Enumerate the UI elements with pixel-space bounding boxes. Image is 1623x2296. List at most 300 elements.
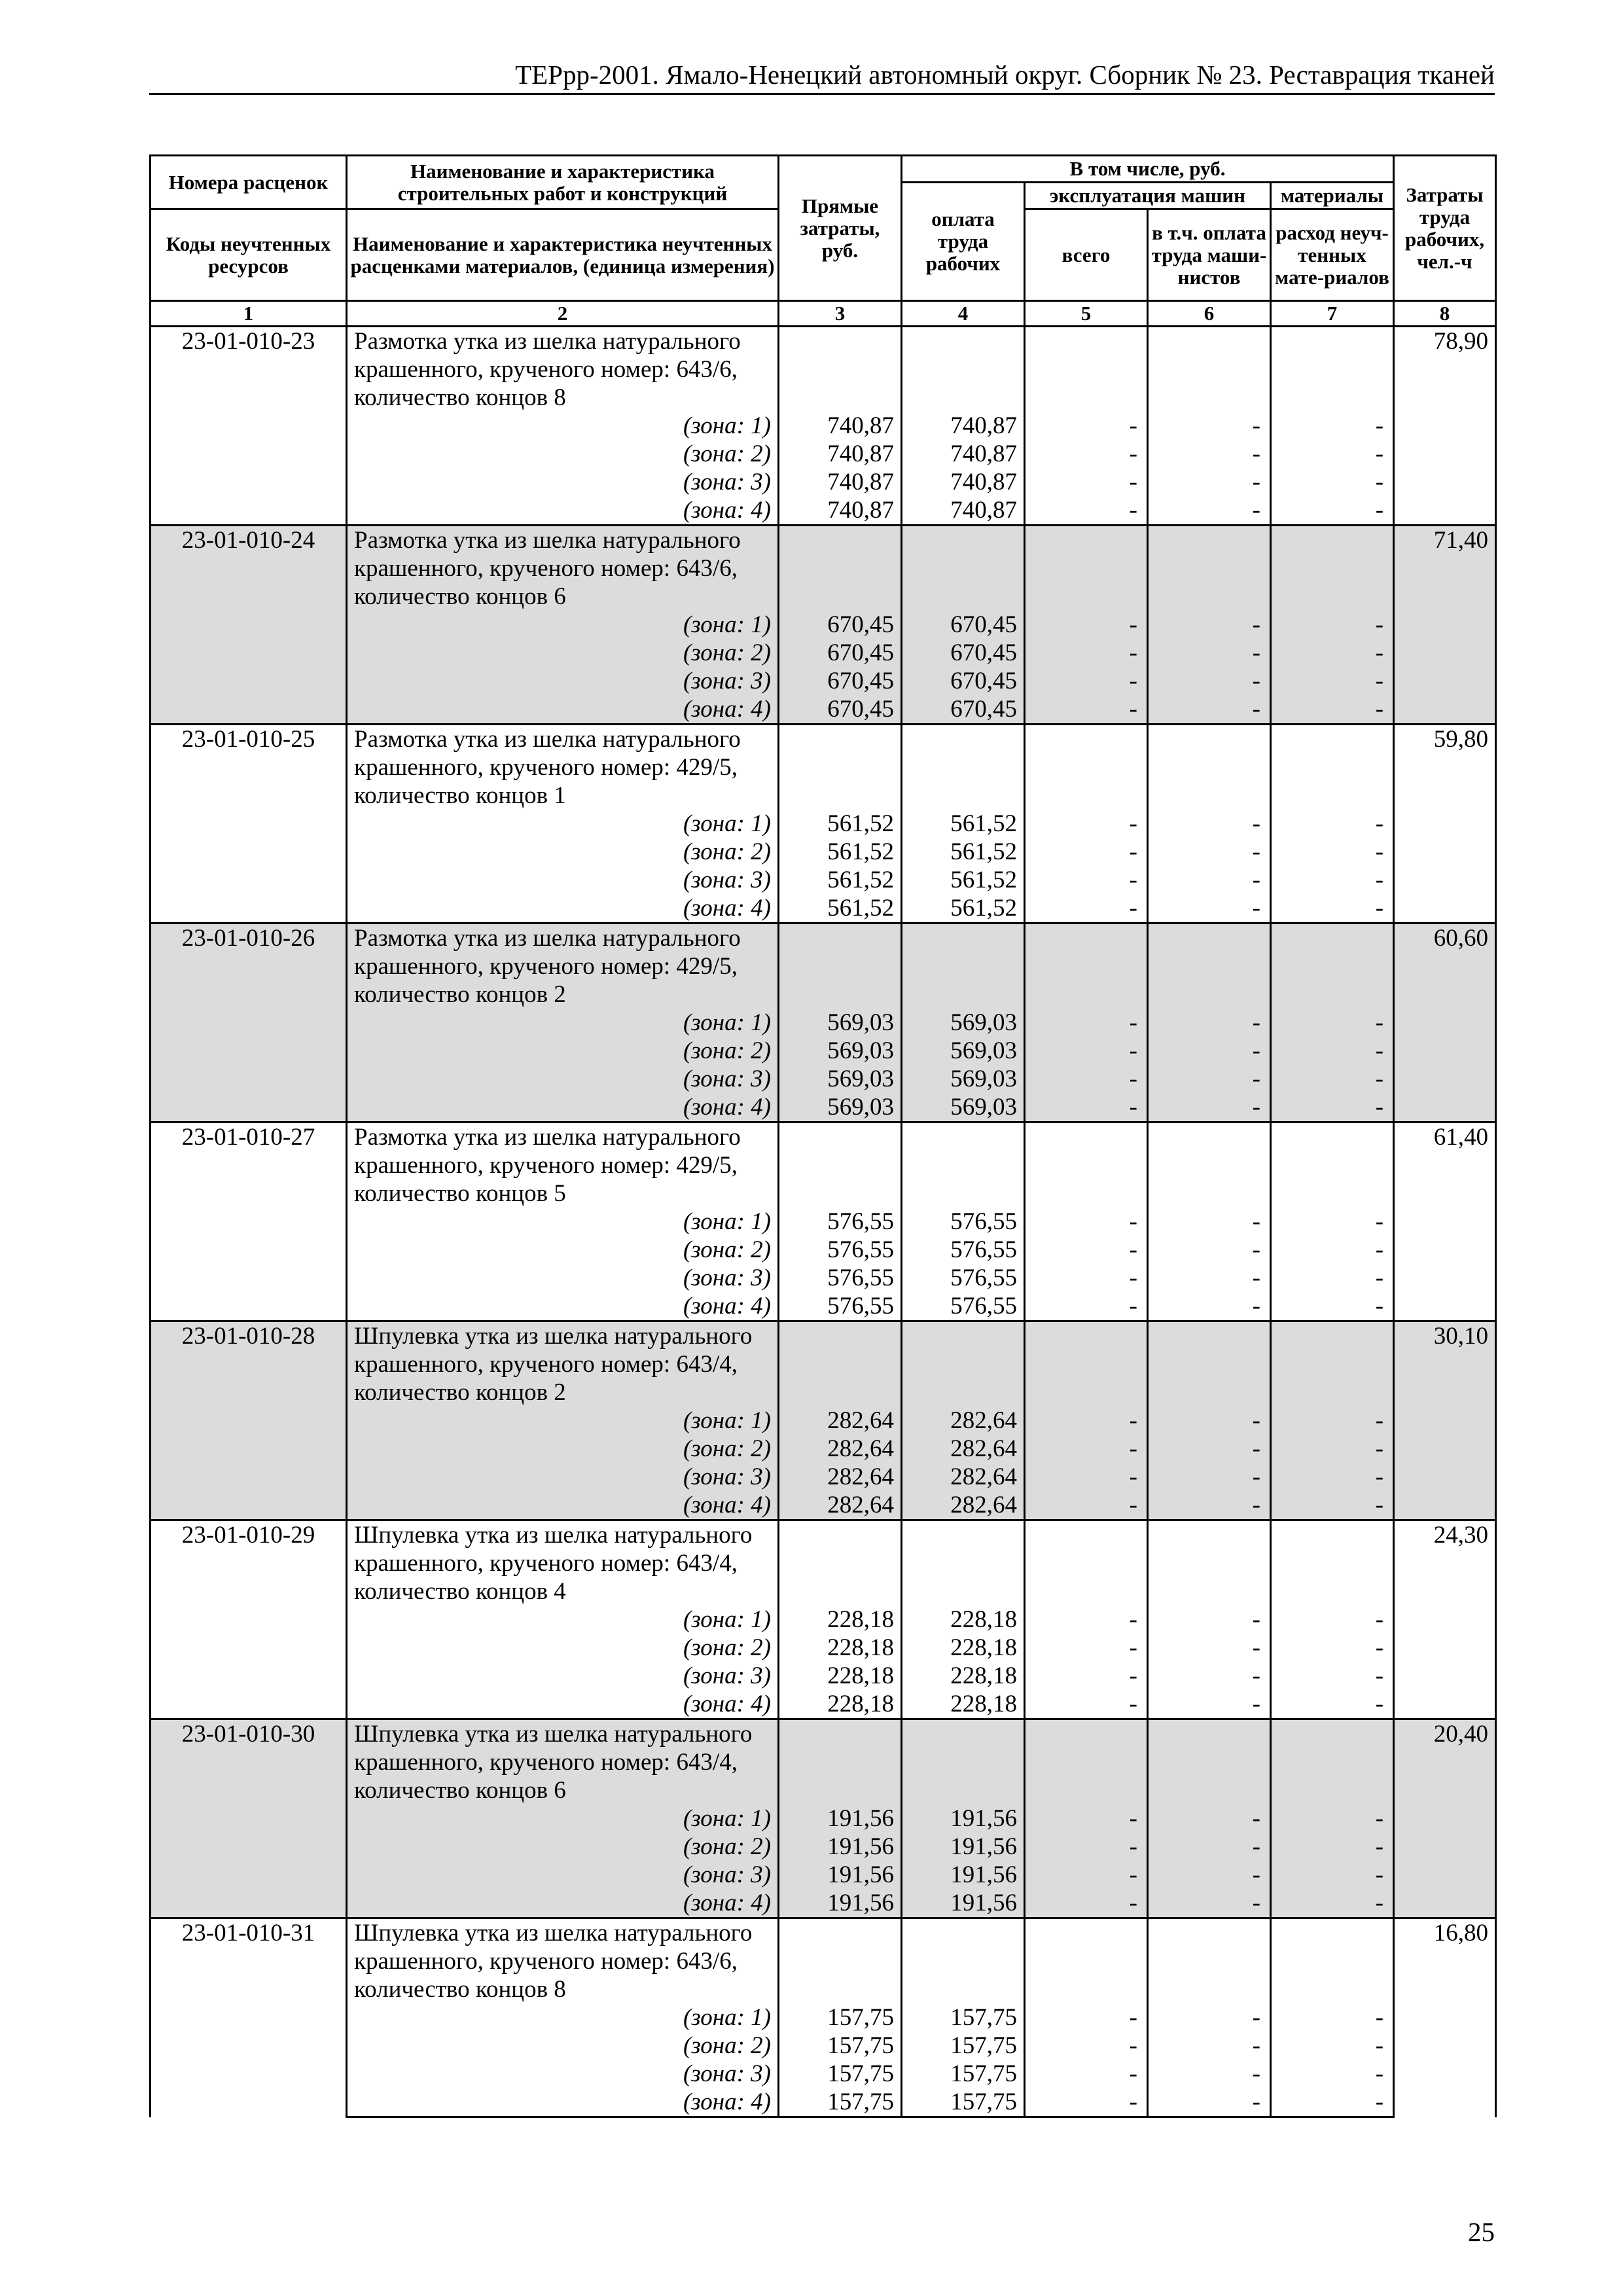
machines-total-value: - <box>1025 1889 1148 1918</box>
machinists-wages-value: - <box>1148 1833 1271 1861</box>
wages-value: 569,03 <box>902 1093 1025 1122</box>
empty-cell <box>1148 924 1271 1009</box>
empty-cell <box>779 1122 902 1208</box>
rate-name-line: Размотка утка из шелка натурального <box>354 527 741 554</box>
zone-label: (зона: 3) <box>347 2060 779 2088</box>
machinists-wages-value: - <box>1148 1634 1271 1662</box>
empty-cell <box>1271 1719 1394 1805</box>
machines-total-value: - <box>1025 1037 1148 1065</box>
rate-name <box>347 327 779 412</box>
machinists-wages-value: - <box>1148 1435 1271 1463</box>
machinists-wages-value: - <box>1148 1292 1271 1321</box>
machines-total-value: - <box>1025 1292 1148 1321</box>
direct-costs-value: 228,18 <box>779 1634 902 1662</box>
rate-name-line: Шпулевка утка из шелка натурального <box>354 1323 753 1350</box>
unaccounted-materials-value: - <box>1271 1093 1394 1122</box>
machines-total-value: - <box>1025 2060 1148 2088</box>
unaccounted-materials-value: - <box>1271 866 1394 894</box>
empty-cell <box>1148 1918 1271 2004</box>
table-header <box>151 156 1496 327</box>
zone-row <box>151 1264 1496 1292</box>
rate-title-row <box>151 526 1496 611</box>
machinists-wages-value: - <box>1148 2060 1271 2088</box>
zone-row <box>151 695 1496 725</box>
rate-name-line: крашенного, крученого номер: 643/6, <box>354 1948 738 1975</box>
direct-costs-value: 157,75 <box>779 2060 902 2088</box>
col-number-4: 4 <box>902 301 1025 327</box>
direct-costs-value: 157,75 <box>779 2003 902 2032</box>
machinists-wages-value: - <box>1148 611 1271 639</box>
empty-cell <box>1025 1520 1148 1606</box>
zone-row <box>151 412 1496 440</box>
header-rate-numbers: Номера расценок <box>151 156 347 209</box>
col-number-8: 8 <box>1394 301 1496 327</box>
direct-costs-value: 228,18 <box>779 1605 902 1634</box>
zone-row <box>151 866 1496 894</box>
direct-costs-value: 576,55 <box>779 1292 902 1321</box>
wages-value: 561,52 <box>902 866 1025 894</box>
wages-value: 740,87 <box>902 496 1025 526</box>
empty-cell <box>902 327 1025 412</box>
machines-total-value: - <box>1025 1009 1148 1037</box>
machines-total-value: - <box>1025 440 1148 468</box>
zone-label: (зона: 3) <box>347 1264 779 1292</box>
rate-name-line: крашенного, крученого номер: 429/5, <box>354 1152 738 1179</box>
rate-title-row <box>151 924 1496 1009</box>
empty-cell <box>1148 1321 1271 1407</box>
zone-row <box>151 1463 1496 1491</box>
empty-cell <box>1025 526 1148 611</box>
labor-value: 20,40 <box>1394 1719 1496 1918</box>
unaccounted-materials-value: - <box>1271 667 1394 695</box>
direct-costs-value: 228,18 <box>779 1662 902 1690</box>
machinists-wages-value: - <box>1148 1407 1271 1435</box>
rates-table <box>149 154 1497 2118</box>
wages-value: 740,87 <box>902 412 1025 440</box>
direct-costs-value: 561,52 <box>779 894 902 924</box>
wages-value: 282,64 <box>902 1407 1025 1435</box>
empty-cell <box>1025 1719 1148 1805</box>
zone-label: (зона: 1) <box>347 810 779 838</box>
rate-name-line: количество концов 6 <box>354 583 566 610</box>
rate-name-line: количество концов 8 <box>354 1976 566 2003</box>
empty-cell <box>902 526 1025 611</box>
direct-costs-value: 569,03 <box>779 1009 902 1037</box>
direct-costs-value: 740,87 <box>779 468 902 496</box>
machines-total-value: - <box>1025 639 1148 667</box>
unaccounted-materials-value: - <box>1271 1009 1394 1037</box>
rate-code: 23-01-010-23 <box>151 327 347 526</box>
rate-name-line: количество концов 6 <box>354 1777 566 1804</box>
direct-costs-value: 191,56 <box>779 1833 902 1861</box>
direct-costs-value: 561,52 <box>779 810 902 838</box>
zone-label: (зона: 2) <box>347 838 779 866</box>
zone-row <box>151 440 1496 468</box>
rate-code: 23-01-010-30 <box>151 1719 347 1918</box>
empty-cell <box>779 1918 902 2004</box>
wages-value: 740,87 <box>902 468 1025 496</box>
zone-row <box>151 1292 1496 1321</box>
header-resource-codes: Коды неучтенных ресурсов <box>151 209 347 301</box>
machinists-wages-value: - <box>1148 1861 1271 1889</box>
empty-cell <box>902 725 1025 810</box>
rate-title-row <box>151 1719 1496 1805</box>
zone-label: (зона: 2) <box>347 1037 779 1065</box>
unaccounted-materials-value: - <box>1271 1833 1394 1861</box>
header-machines-total: всего <box>1025 209 1148 301</box>
rate-title-row <box>151 1321 1496 1407</box>
empty-cell <box>1271 1122 1394 1208</box>
machines-total-value: - <box>1025 1804 1148 1833</box>
machinists-wages-value: - <box>1148 2088 1271 2117</box>
wages-value: 670,45 <box>902 639 1025 667</box>
zone-row <box>151 468 1496 496</box>
empty-cell <box>1271 1520 1394 1606</box>
empty-cell <box>1148 327 1271 412</box>
zone-label: (зона: 2) <box>347 1833 779 1861</box>
rate-block <box>151 1321 1496 1520</box>
unaccounted-materials-value: - <box>1271 1037 1394 1065</box>
labor-value: 59,80 <box>1394 725 1496 924</box>
direct-costs-value: 670,45 <box>779 695 902 725</box>
labor-value: 16,80 <box>1394 1918 1496 2117</box>
machinists-wages-value: - <box>1148 2003 1271 2032</box>
rate-title-row <box>151 327 1496 412</box>
machinists-wages-value: - <box>1148 1037 1271 1065</box>
machinists-wages-value: - <box>1148 667 1271 695</box>
machinists-wages-value: - <box>1148 2032 1271 2060</box>
wages-value: 576,55 <box>902 1236 1025 1264</box>
unaccounted-materials-value: - <box>1271 1435 1394 1463</box>
direct-costs-value: 740,87 <box>779 412 902 440</box>
empty-cell <box>1271 1918 1394 2004</box>
rate-block <box>151 526 1496 725</box>
col-number-6: 6 <box>1148 301 1271 327</box>
wages-value: 576,55 <box>902 1264 1025 1292</box>
empty-cell <box>1025 924 1148 1009</box>
rate-name-line: количество концов 4 <box>354 1578 566 1605</box>
unaccounted-materials-value: - <box>1271 1662 1394 1690</box>
zone-label: (зона: 3) <box>347 667 779 695</box>
rate-name-line: Шпулевка утка из шелка натурального <box>354 1721 753 1748</box>
header-including: В том числе, руб. <box>902 156 1394 183</box>
zone-label: (зона: 1) <box>347 1804 779 1833</box>
direct-costs-value: 561,52 <box>779 838 902 866</box>
rate-name-line: Размотка утка из шелка натурального <box>354 1124 741 1151</box>
machines-total-value: - <box>1025 1463 1148 1491</box>
unaccounted-materials-value: - <box>1271 1292 1394 1321</box>
rate-name-line: Размотка утка из шелка натурального <box>354 328 741 355</box>
zone-label: (зона: 1) <box>347 1407 779 1435</box>
wages-value: 157,75 <box>902 2032 1025 2060</box>
unaccounted-materials-value: - <box>1271 1236 1394 1264</box>
rate-block <box>151 924 1496 1122</box>
unaccounted-materials-value: - <box>1271 2060 1394 2088</box>
direct-costs-value: 191,56 <box>779 1861 902 1889</box>
zone-label: (зона: 3) <box>347 1662 779 1690</box>
header-material-name: Наименование и характеристика неучтенных расценками материалов, (единица измерения) <box>347 209 779 301</box>
zone-label: (зона: 2) <box>347 1634 779 1662</box>
wages-value: 561,52 <box>902 838 1025 866</box>
empty-cell <box>1025 1918 1148 2004</box>
zone-row <box>151 1861 1496 1889</box>
zone-row <box>151 1634 1496 1662</box>
wages-value: 569,03 <box>902 1065 1025 1093</box>
machines-total-value: - <box>1025 1065 1148 1093</box>
machines-total-value: - <box>1025 1662 1148 1690</box>
zone-label: (зона: 2) <box>347 1236 779 1264</box>
zone-row <box>151 894 1496 924</box>
rate-name <box>347 1122 779 1208</box>
zone-row <box>151 1009 1496 1037</box>
direct-costs-value: 670,45 <box>779 667 902 695</box>
machinists-wages-value: - <box>1148 1236 1271 1264</box>
unaccounted-materials-value: - <box>1271 468 1394 496</box>
wages-value: 569,03 <box>902 1037 1025 1065</box>
machines-total-value: - <box>1025 2032 1148 2060</box>
zone-label: (зона: 4) <box>347 2088 779 2117</box>
machines-total-value: - <box>1025 1208 1148 1236</box>
direct-costs-value: 282,64 <box>779 1407 902 1435</box>
rate-block <box>151 1122 1496 1321</box>
machines-total-value: - <box>1025 468 1148 496</box>
wages-value: 228,18 <box>902 1690 1025 1719</box>
machines-total-value: - <box>1025 1093 1148 1122</box>
direct-costs-value: 576,55 <box>779 1208 902 1236</box>
zone-label: (зона: 4) <box>347 695 779 725</box>
rate-name-line: количество концов 2 <box>354 981 566 1008</box>
wages-value: 740,87 <box>902 440 1025 468</box>
empty-cell <box>1148 1719 1271 1805</box>
rate-name-line: Размотка утка из шелка натурального <box>354 925 741 952</box>
unaccounted-materials-value: - <box>1271 1491 1394 1520</box>
rate-block <box>151 1719 1496 1918</box>
header-materials: материалы <box>1271 183 1394 209</box>
empty-cell <box>902 1122 1025 1208</box>
machines-total-value: - <box>1025 1605 1148 1634</box>
zone-row <box>151 1804 1496 1833</box>
rate-name-line: крашенного, крученого номер: 643/6, <box>354 356 738 383</box>
unaccounted-materials-value: - <box>1271 412 1394 440</box>
machinists-wages-value: - <box>1148 866 1271 894</box>
rate-name-line: количество концов 2 <box>354 1379 566 1406</box>
zone-label: (зона: 2) <box>347 440 779 468</box>
empty-cell <box>902 1321 1025 1407</box>
machines-total-value: - <box>1025 1236 1148 1264</box>
direct-costs-value: 569,03 <box>779 1037 902 1065</box>
empty-cell <box>779 725 902 810</box>
header-work-name: Наименование и характеристика строительных работ и конструкций <box>347 156 779 209</box>
empty-cell <box>1148 526 1271 611</box>
rate-name <box>347 1520 779 1606</box>
empty-cell <box>902 924 1025 1009</box>
zone-label: (зона: 3) <box>347 468 779 496</box>
rate-block <box>151 1520 1496 1719</box>
empty-cell <box>1271 725 1394 810</box>
empty-cell <box>902 1719 1025 1805</box>
zone-row <box>151 1690 1496 1719</box>
unaccounted-materials-value: - <box>1271 1264 1394 1292</box>
zone-row <box>151 1093 1496 1122</box>
direct-costs-value: 670,45 <box>779 639 902 667</box>
empty-cell <box>902 1520 1025 1606</box>
zone-label: (зона: 2) <box>347 2032 779 2060</box>
machinists-wages-value: - <box>1148 1605 1271 1634</box>
direct-costs-value: 282,64 <box>779 1435 902 1463</box>
direct-costs-value: 282,64 <box>779 1491 902 1520</box>
rate-block <box>151 1918 1496 2117</box>
wages-value: 576,55 <box>902 1292 1025 1321</box>
zone-row <box>151 639 1496 667</box>
machinists-wages-value: - <box>1148 1208 1271 1236</box>
empty-cell <box>779 1321 902 1407</box>
header-direct-costs: Прямые затраты, руб. <box>779 156 902 301</box>
zone-row <box>151 1833 1496 1861</box>
rate-name-line: Шпулевка утка из шелка натурального <box>354 1920 753 1946</box>
zone-row <box>151 2060 1496 2088</box>
machinists-wages-value: - <box>1148 412 1271 440</box>
unaccounted-materials-value: - <box>1271 1804 1394 1833</box>
empty-cell <box>779 924 902 1009</box>
empty-cell <box>1271 1321 1394 1407</box>
wages-value: 191,56 <box>902 1804 1025 1833</box>
empty-cell <box>779 1520 902 1606</box>
unaccounted-materials-value: - <box>1271 1861 1394 1889</box>
unaccounted-materials-value: - <box>1271 2032 1394 2060</box>
unaccounted-materials-value: - <box>1271 695 1394 725</box>
unaccounted-materials-value: - <box>1271 1889 1394 1918</box>
machinists-wages-value: - <box>1148 440 1271 468</box>
empty-cell <box>779 327 902 412</box>
rate-title-row <box>151 1520 1496 1606</box>
zone-label: (зона: 1) <box>347 1009 779 1037</box>
zone-row <box>151 611 1496 639</box>
wages-value: 191,56 <box>902 1833 1025 1861</box>
direct-costs-value: 740,87 <box>779 440 902 468</box>
wages-value: 576,55 <box>902 1208 1025 1236</box>
header-wages: оплата труда рабочих <box>902 183 1025 301</box>
rate-name-line: крашенного, крученого номер: 643/6, <box>354 555 738 582</box>
wages-value: 191,56 <box>902 1861 1025 1889</box>
rate-code: 23-01-010-25 <box>151 725 347 924</box>
rate-name <box>347 1918 779 2004</box>
rate-name <box>347 526 779 611</box>
labor-value: 60,60 <box>1394 924 1496 1122</box>
rate-name <box>347 924 779 1009</box>
empty-cell <box>779 1719 902 1805</box>
empty-cell <box>1025 725 1148 810</box>
machines-total-value: - <box>1025 1634 1148 1662</box>
wages-value: 191,56 <box>902 1889 1025 1918</box>
empty-cell <box>1148 725 1271 810</box>
rate-name <box>347 1321 779 1407</box>
zone-row <box>151 1236 1496 1264</box>
zone-label: (зона: 4) <box>347 1292 779 1321</box>
zone-label: (зона: 4) <box>347 1690 779 1719</box>
zone-label: (зона: 1) <box>347 1208 779 1236</box>
empty-cell <box>902 1918 1025 2004</box>
machinists-wages-value: - <box>1148 1093 1271 1122</box>
zone-label: (зона: 4) <box>347 894 779 924</box>
unaccounted-materials-value: - <box>1271 639 1394 667</box>
empty-cell <box>1271 327 1394 412</box>
wages-value: 670,45 <box>902 611 1025 639</box>
machinists-wages-value: - <box>1148 810 1271 838</box>
labor-value: 61,40 <box>1394 1122 1496 1321</box>
zone-label: (зона: 3) <box>347 1861 779 1889</box>
rate-name-line: количество концов 5 <box>354 1180 566 1207</box>
direct-costs-value: 569,03 <box>779 1065 902 1093</box>
wages-value: 282,64 <box>902 1435 1025 1463</box>
rate-name-line: крашенного, крученого номер: 643/4, <box>354 1749 738 1776</box>
zone-label: (зона: 3) <box>347 866 779 894</box>
machinists-wages-value: - <box>1148 1662 1271 1690</box>
wages-value: 228,18 <box>902 1662 1025 1690</box>
direct-costs-value: 561,52 <box>779 866 902 894</box>
rate-code: 23-01-010-27 <box>151 1122 347 1321</box>
empty-cell <box>1025 1122 1148 1208</box>
unaccounted-materials-value: - <box>1271 838 1394 866</box>
col-number-2: 2 <box>347 301 779 327</box>
machinists-wages-value: - <box>1148 1804 1271 1833</box>
machinists-wages-value: - <box>1148 1690 1271 1719</box>
col-number-3: 3 <box>779 301 902 327</box>
rate-name <box>347 725 779 810</box>
machinists-wages-value: - <box>1148 1009 1271 1037</box>
unaccounted-materials-value: - <box>1271 440 1394 468</box>
wages-value: 282,64 <box>902 1491 1025 1520</box>
col-number-1: 1 <box>151 301 347 327</box>
wages-value: 561,52 <box>902 810 1025 838</box>
unaccounted-materials-value: - <box>1271 1605 1394 1634</box>
empty-cell <box>1025 1321 1148 1407</box>
empty-cell <box>1025 327 1148 412</box>
col-number-7: 7 <box>1271 301 1394 327</box>
header-machines: эксплуатация машин <box>1025 183 1271 209</box>
labor-value: 24,30 <box>1394 1520 1496 1719</box>
zone-row <box>151 667 1496 695</box>
empty-cell <box>1148 1520 1271 1606</box>
zone-row <box>151 1208 1496 1236</box>
machines-total-value: - <box>1025 866 1148 894</box>
machines-total-value: - <box>1025 412 1148 440</box>
zone-label: (зона: 3) <box>347 1463 779 1491</box>
zone-row <box>151 2032 1496 2060</box>
unaccounted-materials-value: - <box>1271 611 1394 639</box>
machines-total-value: - <box>1025 838 1148 866</box>
rate-title-row <box>151 1122 1496 1208</box>
rate-name-line: крашенного, крученого номер: 643/4, <box>354 1550 738 1577</box>
rate-code: 23-01-010-24 <box>151 526 347 725</box>
machines-total-value: - <box>1025 1833 1148 1861</box>
empty-cell <box>1271 526 1394 611</box>
direct-costs-value: 569,03 <box>779 1093 902 1122</box>
zone-row <box>151 2003 1496 2032</box>
wages-value: 282,64 <box>902 1463 1025 1491</box>
zone-label: (зона: 1) <box>347 412 779 440</box>
direct-costs-value: 282,64 <box>779 1463 902 1491</box>
direct-costs-value: 191,56 <box>779 1804 902 1833</box>
zone-row <box>151 1065 1496 1093</box>
empty-cell <box>1271 924 1394 1009</box>
wages-value: 569,03 <box>902 1009 1025 1037</box>
rate-name-line: количество концов 8 <box>354 384 566 411</box>
unaccounted-materials-value: - <box>1271 1407 1394 1435</box>
zone-label: (зона: 1) <box>347 2003 779 2032</box>
rate-code: 23-01-010-31 <box>151 1918 347 2117</box>
unaccounted-materials-value: - <box>1271 496 1394 526</box>
zone-row <box>151 2088 1496 2117</box>
